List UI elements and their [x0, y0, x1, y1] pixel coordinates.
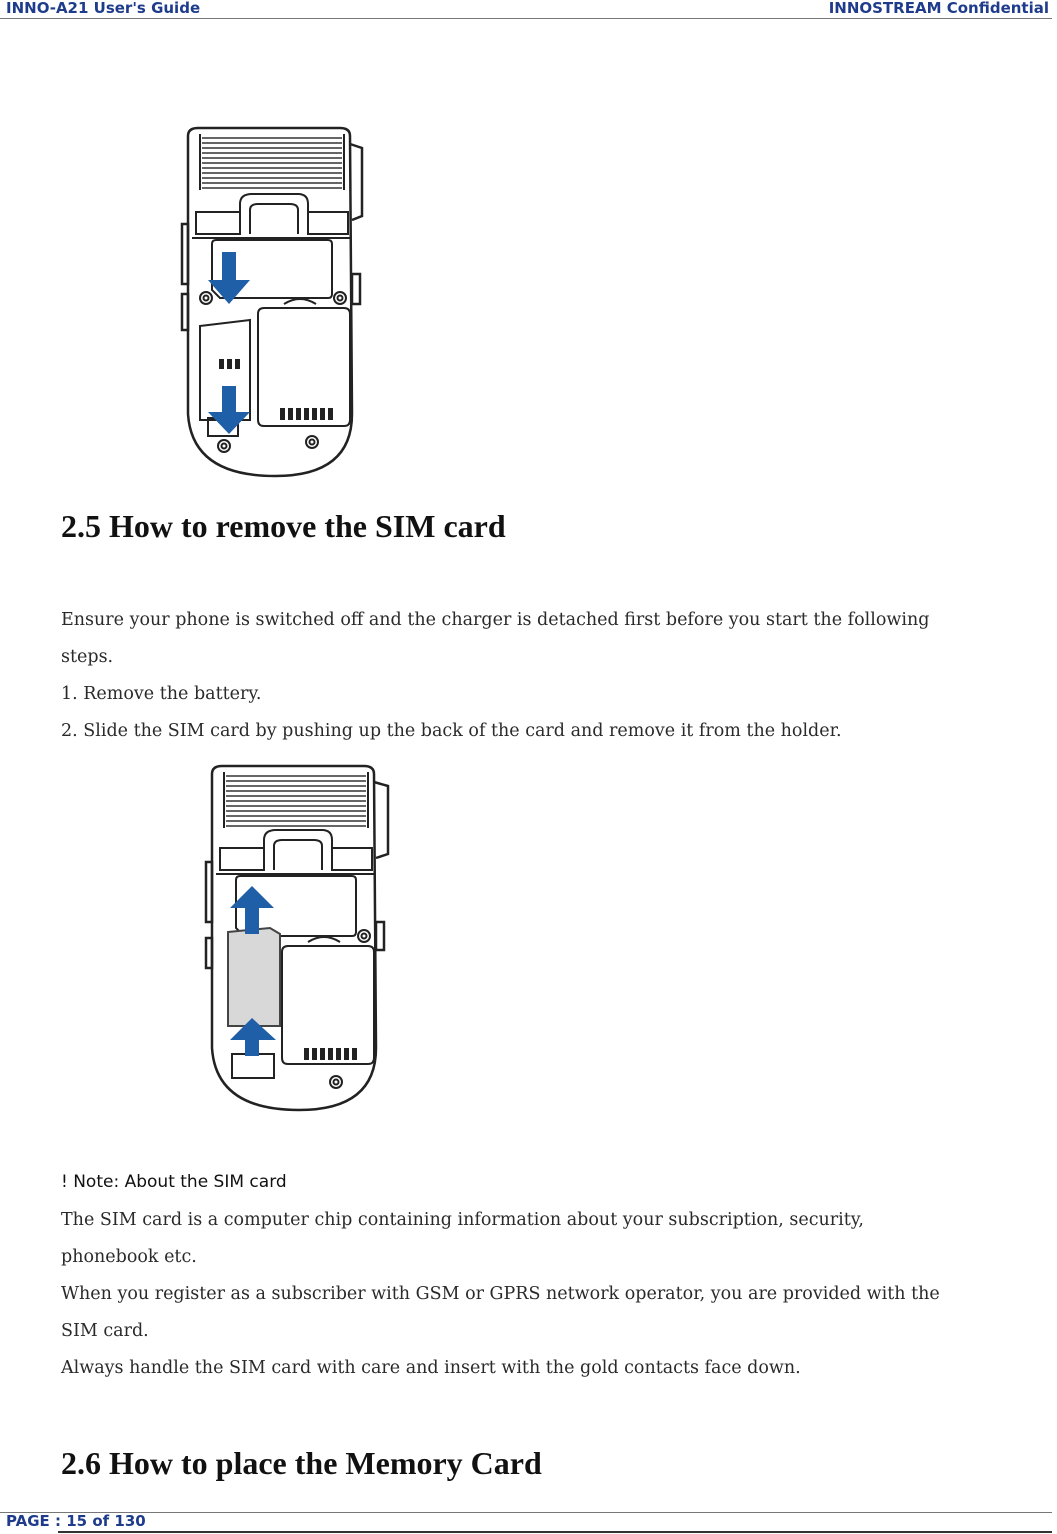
note-line-1: The SIM card is a computer chip containing information about your subscription, security, — [61, 1210, 864, 1230]
header-rule — [0, 18, 1052, 19]
note-line-2: phonebook etc. — [61, 1247, 197, 1267]
intro-line-1: Ensure your phone is switched off and the charger is detached first before you start the following — [61, 610, 930, 630]
arrow-down-icon — [208, 252, 250, 304]
footer-rule-bottom — [58, 1531, 1052, 1533]
page-header — [0, 0, 1057, 18]
note-line-3: When you register as a subscriber with GSM or GPRS network operator, you are provided with the — [61, 1284, 940, 1304]
sim-remove-illustration — [204, 762, 396, 1114]
footer-rule — [0, 1512, 1052, 1513]
section-heading-memory-card: 2.6 How to place the Memory Card — [61, 1445, 542, 1481]
step-1: 1. Remove the battery. — [61, 684, 262, 704]
header-confidential: INNOSTREAM Confidential — [828, 0, 1049, 17]
intro-line-2: steps. — [61, 647, 114, 667]
header-doc-title: INNO-A21 User's Guide — [6, 0, 201, 17]
note-line-4: SIM card. — [61, 1321, 149, 1341]
section-heading-remove-sim: 2.5 How to remove the SIM card — [61, 508, 506, 544]
step-2: 2. Slide the SIM card by pushing up the back of the card and remove it from the holder. — [61, 721, 842, 741]
sim-insert-illustration — [180, 124, 370, 480]
arrow-down-icon — [208, 386, 250, 434]
note-title: ! Note: About the SIM card — [61, 1172, 287, 1192]
note-line-5: Always handle the SIM card with care and insert with the gold contacts face down. — [61, 1358, 801, 1378]
page-number: PAGE : 15 of 130 — [6, 1512, 146, 1530]
